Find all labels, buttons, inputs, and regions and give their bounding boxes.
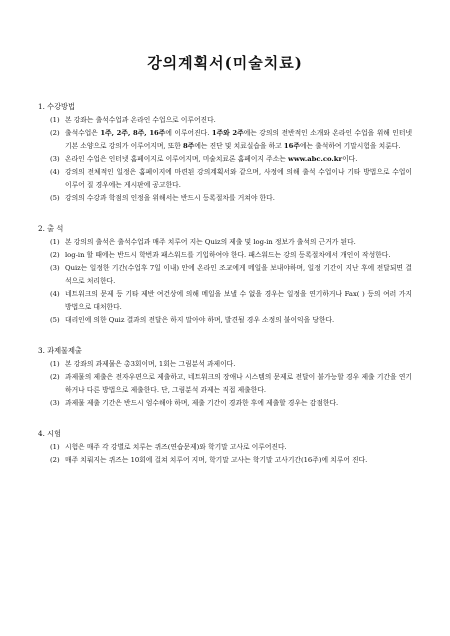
section-heading: 1. 수강방법: [38, 102, 75, 111]
item-text: [65, 262, 412, 288]
list-item: [50, 249, 412, 262]
emphasis-text: www.abc.co.kr: [287, 155, 343, 163]
item-number: (3): [50, 264, 60, 272]
list-item: [50, 358, 412, 371]
text-run: 대리인에 의한 Quiz 결과의 전달은 하지 말아야 하며, 발견될 경우 소정의 불이익을 당한다.: [65, 316, 335, 324]
list-item: [50, 153, 412, 166]
list-item: [50, 166, 412, 192]
text-run: 본 강좌의 과제물은 총3회이며, 1회는 그림분석 과제이다.: [65, 360, 236, 368]
text-run: 에는 출석하여 기말시험을 치룬다.: [299, 142, 401, 150]
text-run: 본 강의의 출석은 출석수업과 매주 치루어 지는 Quiz의 제출 및 log-in 정보가 출석의 근거가 된다.: [65, 238, 356, 246]
list-item: [50, 192, 412, 205]
text-run: 온라인 수업은 인터넷 홈페이지로 이루어지며, 미술치료론 홈페이지 주소는: [65, 155, 288, 163]
item-text: [65, 288, 412, 314]
item-text: [65, 358, 412, 371]
document-body: [38, 100, 412, 484]
item-number: (1): [50, 238, 60, 246]
list-item: [50, 314, 412, 327]
item-number: (4): [50, 290, 60, 298]
section-heading: 4. 시험: [38, 429, 62, 438]
section: [38, 100, 412, 205]
text-run: log-in 할 때에는 반드시 학번과 패스워드를 기입하여야 한다. 패스워드는 강의 등록절차에서 개인이 작성한다.: [65, 251, 391, 259]
item-text: [65, 192, 412, 205]
list-item: [50, 127, 412, 153]
list-item: [50, 371, 412, 397]
emphasis-text: 1주와 2주: [211, 129, 244, 137]
item-text: [65, 236, 412, 249]
section: [38, 344, 412, 410]
list-item: [50, 288, 412, 314]
emphasis-text: 16주: [283, 142, 300, 150]
list-item: [50, 236, 412, 249]
item-number: (2): [50, 129, 60, 137]
item-text: [65, 127, 412, 153]
item-number: (5): [50, 194, 60, 202]
page-title: 강의계획서(미술치료): [147, 54, 303, 72]
text-run: 네트워크의 문제 등 기타 제반 여건상에 의해 메일을 보낼 수 없을 경우는 일정을 연기하거나 Fax( ) 등의 여러 가지 방법으로 대처한다.: [65, 290, 412, 311]
text-run: 출석수업은: [65, 129, 101, 137]
item-number: (2): [50, 251, 60, 259]
emphasis-text: 1주, 2주, 8주, 16주: [100, 129, 166, 137]
list-item: [50, 441, 412, 454]
text-run: 이다.: [342, 155, 358, 163]
item-text: [65, 454, 412, 467]
item-text: [65, 397, 412, 410]
item-text: [65, 371, 412, 397]
item-text: [65, 166, 412, 192]
item-text: [65, 153, 412, 166]
text-run: 에는 진단 및 치료실습을 하고: [194, 142, 284, 150]
emphasis-text: 8주: [183, 142, 195, 150]
item-number: (1): [50, 443, 60, 451]
text-run: 과제물 제출 기간은 반드시 엄수해야 하며, 제출 기간이 경과한 후에 제출할 경우는 감점한다.: [65, 399, 339, 407]
text-run: 시험은 매주 각 강별로 치루는 퀴즈(연습문제)와 학기말 고사로 이루어진다.: [65, 443, 287, 451]
text-run: 매주 치뤄지는 퀴즈는 10회에 걸쳐 치루어 지며, 학기말 고사는 학기말 고사기간(16주)에 치루어 진다.: [65, 456, 368, 464]
list-item: [50, 114, 412, 127]
text-run: 에 이루어진다.: [165, 129, 212, 137]
text-run: Quiz는 일정한 기간(수업후 7일 이내) 안에 온라인 조교에게 메일을 보내야하며, 일정 기간이 지난 후에 전달되면 결석으로 처리한다.: [65, 264, 412, 285]
item-number: (3): [50, 155, 60, 163]
text-run: 과제물의 제출은 전자우편으로 제출하고, 네트워크의 장애나 시스템의 문제로 전달이 불가능할 경우 제출 기간을 연기하거나 다른 방법으로 제출한다. 단, 그림분석 과제는 직접 제출한다.: [65, 373, 412, 394]
item-number: (1): [50, 360, 60, 368]
item-number: (3): [50, 399, 60, 407]
item-number: (2): [50, 373, 60, 381]
section: [38, 222, 412, 327]
text-run: 에는 강의의 전반적인 소개와 온라인 수업을 위해 인터넷 기본 소양으로 강의가 이루어지며, 또한: [65, 129, 413, 150]
item-number: (4): [50, 168, 60, 176]
item-text: [65, 314, 412, 327]
section: [38, 427, 412, 467]
item-text: [65, 441, 412, 454]
section-heading: 2. 출 석: [38, 224, 64, 233]
section-heading: 3. 과제물제출: [38, 346, 82, 355]
text-run: 강의의 수강과 학점의 인정을 위해서는 반드시 등록절차를 거쳐야 한다.: [65, 194, 275, 202]
item-number: (5): [50, 316, 60, 324]
list-item: [50, 262, 412, 288]
item-number: (1): [50, 116, 60, 124]
list-item: [50, 397, 412, 410]
list-item: [50, 454, 412, 467]
text-run: 강의의 전체적인 일정은 홈페이지에 마련된 강의계획서와 같으며, 사정에 의해 출석 수업이나 기타 방법으로 수업이 이루어 질 경우에는 게시판에 공고한다.: [65, 168, 412, 189]
item-text: [65, 114, 412, 127]
item-number: (2): [50, 456, 60, 464]
text-run: 본 강좌는 출석수업과 온라인 수업으로 이루어진다.: [65, 116, 216, 124]
item-text: [65, 249, 412, 262]
